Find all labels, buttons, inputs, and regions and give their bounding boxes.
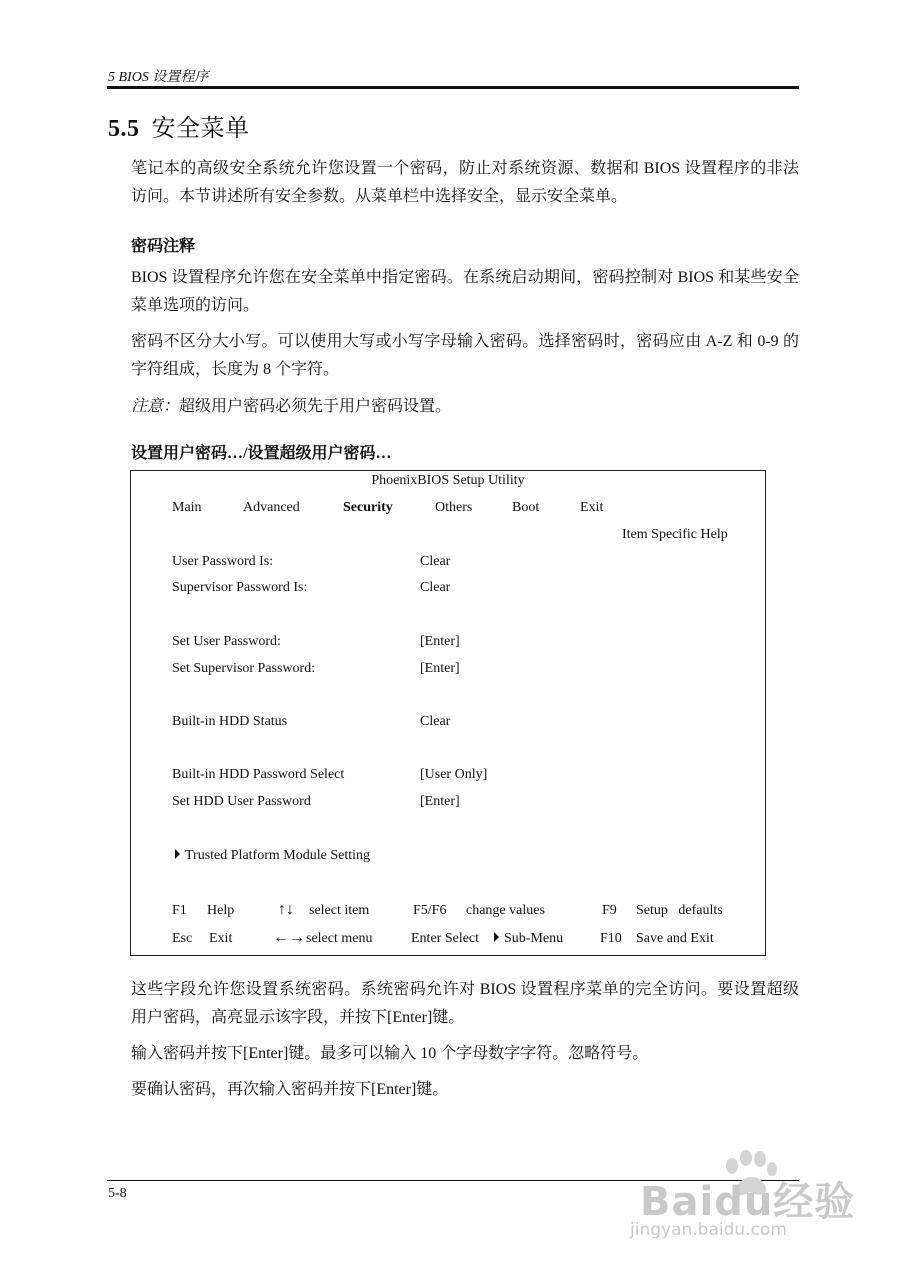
key-leftright-label: select menu (306, 931, 373, 946)
submenu-tpm-label: Trusted Platform Module Setting (185, 848, 370, 863)
item-value-supervisor-password-is: Clear (420, 580, 451, 595)
password-notes-heading: 密码注释 (131, 238, 196, 255)
submenu-tpm[interactable] (175, 848, 370, 864)
key-updown-label: select item (309, 903, 370, 918)
intro-paragraph: 笔记本的高级安全系统允许您设置一个密码，防止对系统资源、数据和 BIOS 设置程序的非法访问。本节讲述所有安全参数。从菜单栏中选择安全，显示安全菜单。 (131, 160, 799, 205)
item-value-hdd-password-select[interactable]: [User Only] (420, 767, 488, 782)
key-f10-label: Save and Exit (636, 931, 714, 946)
section-name: 安全菜单 (151, 116, 250, 142)
item-value-set-hdd-user-password[interactable]: [Enter] (420, 794, 460, 809)
running-head: 5 BIOS 设置程序 (108, 70, 209, 85)
page-number: 5-8 (108, 1186, 127, 1201)
key-f5f6: F5/F6 (413, 903, 447, 918)
after-paragraph-3: 要确认密码，再次输入密码并按下[Enter]键。 (131, 1081, 449, 1098)
item-label-set-hdd-user-password[interactable]: Set HDD User Password (172, 794, 311, 809)
bios-title: PhoenixBIOS Setup Utility (371, 473, 525, 488)
menu-exit[interactable]: Exit (580, 500, 604, 515)
after-paragraph-1: 这些字段允许您设置系统密码。系统密码允许对 BIOS 设置程序菜单的完全访问。要设置超级用户密码，高亮显示该字段，并按下[Enter]键。 (131, 981, 799, 1026)
item-label-supervisor-password-is[interactable]: Supervisor Password Is: (172, 580, 308, 595)
key-f1-label: Help (207, 903, 235, 918)
key-enter: Enter Select (411, 931, 480, 946)
updown-arrows-icon: ↑↓ (278, 901, 294, 918)
section-title (108, 108, 250, 143)
item-label-hdd-password-select[interactable]: Built-in HDD Password Select (172, 767, 345, 782)
password-note (131, 393, 799, 421)
bios-screen (130, 470, 766, 956)
key-f10: F10 (600, 931, 622, 946)
password-notes-p2: 密码不区分大小写。可以使用大写或小写字母输入密码。选择密码时，密码应由 A-Z 和 0-9 的字符组成，长度为 8 个字符。 (131, 333, 799, 378)
menu-security[interactable]: Security (343, 500, 393, 515)
item-value-user-password-is: Clear (420, 554, 451, 569)
item-label-user-password-is[interactable]: User Password Is: (172, 554, 274, 569)
key-f9-label: Setup defaults (636, 903, 723, 918)
submenu-arrow-icon (175, 849, 180, 859)
key-enter-label: Sub-Menu (504, 931, 564, 946)
item-label-set-user-password[interactable]: Set User Password: (172, 634, 281, 649)
note-text: 超级用户密码必须先于用户密码设置。 (179, 398, 452, 415)
section-number: 5.5 (108, 116, 140, 142)
item-label-hdd-status[interactable]: Built-in HDD Status (172, 714, 288, 729)
item-label-set-supervisor-password[interactable]: Set Supervisor Password: (172, 661, 316, 676)
key-esc-label: Exit (209, 931, 233, 946)
menu-advanced[interactable]: Advanced (243, 500, 300, 515)
key-f1: F1 (172, 903, 187, 918)
watermark-logo: Baidu经验 (640, 1179, 856, 1225)
leftright-arrows-icon: ←→ (273, 929, 305, 946)
after-paragraph-2: 输入密码并按下[Enter]键。最多可以输入 10 个字母数字字符。忽略符号。 (131, 1045, 649, 1062)
menu-boot[interactable]: Boot (512, 500, 540, 515)
password-notes-p1: BIOS 设置程序允许您在安全菜单中指定密码。在系统启动期间，密码控制对 BIOS 和某些安全菜单选项的访问。 (131, 269, 799, 314)
item-value-set-supervisor-password[interactable]: [Enter] (420, 661, 460, 676)
key-esc: Esc (172, 931, 193, 946)
watermark-url: jingyan.baidu.com (630, 1220, 787, 1240)
item-value-hdd-status: Clear (420, 714, 451, 729)
enter-arrow-icon (494, 932, 499, 942)
watermark (600, 1150, 890, 1260)
menu-others[interactable]: Others (435, 500, 473, 515)
key-enter-submenu (494, 931, 563, 947)
item-value-set-user-password[interactable]: [Enter] (420, 634, 460, 649)
key-f9: F9 (602, 903, 617, 918)
header-rule (107, 86, 799, 89)
set-password-heading: 设置用户密码…/设置超级用户密码… (131, 445, 392, 462)
note-label: 注意： (131, 398, 180, 415)
key-f5f6-label: change values (466, 903, 545, 918)
menu-main[interactable]: Main (172, 500, 202, 515)
help-title: Item Specific Help (622, 527, 728, 542)
